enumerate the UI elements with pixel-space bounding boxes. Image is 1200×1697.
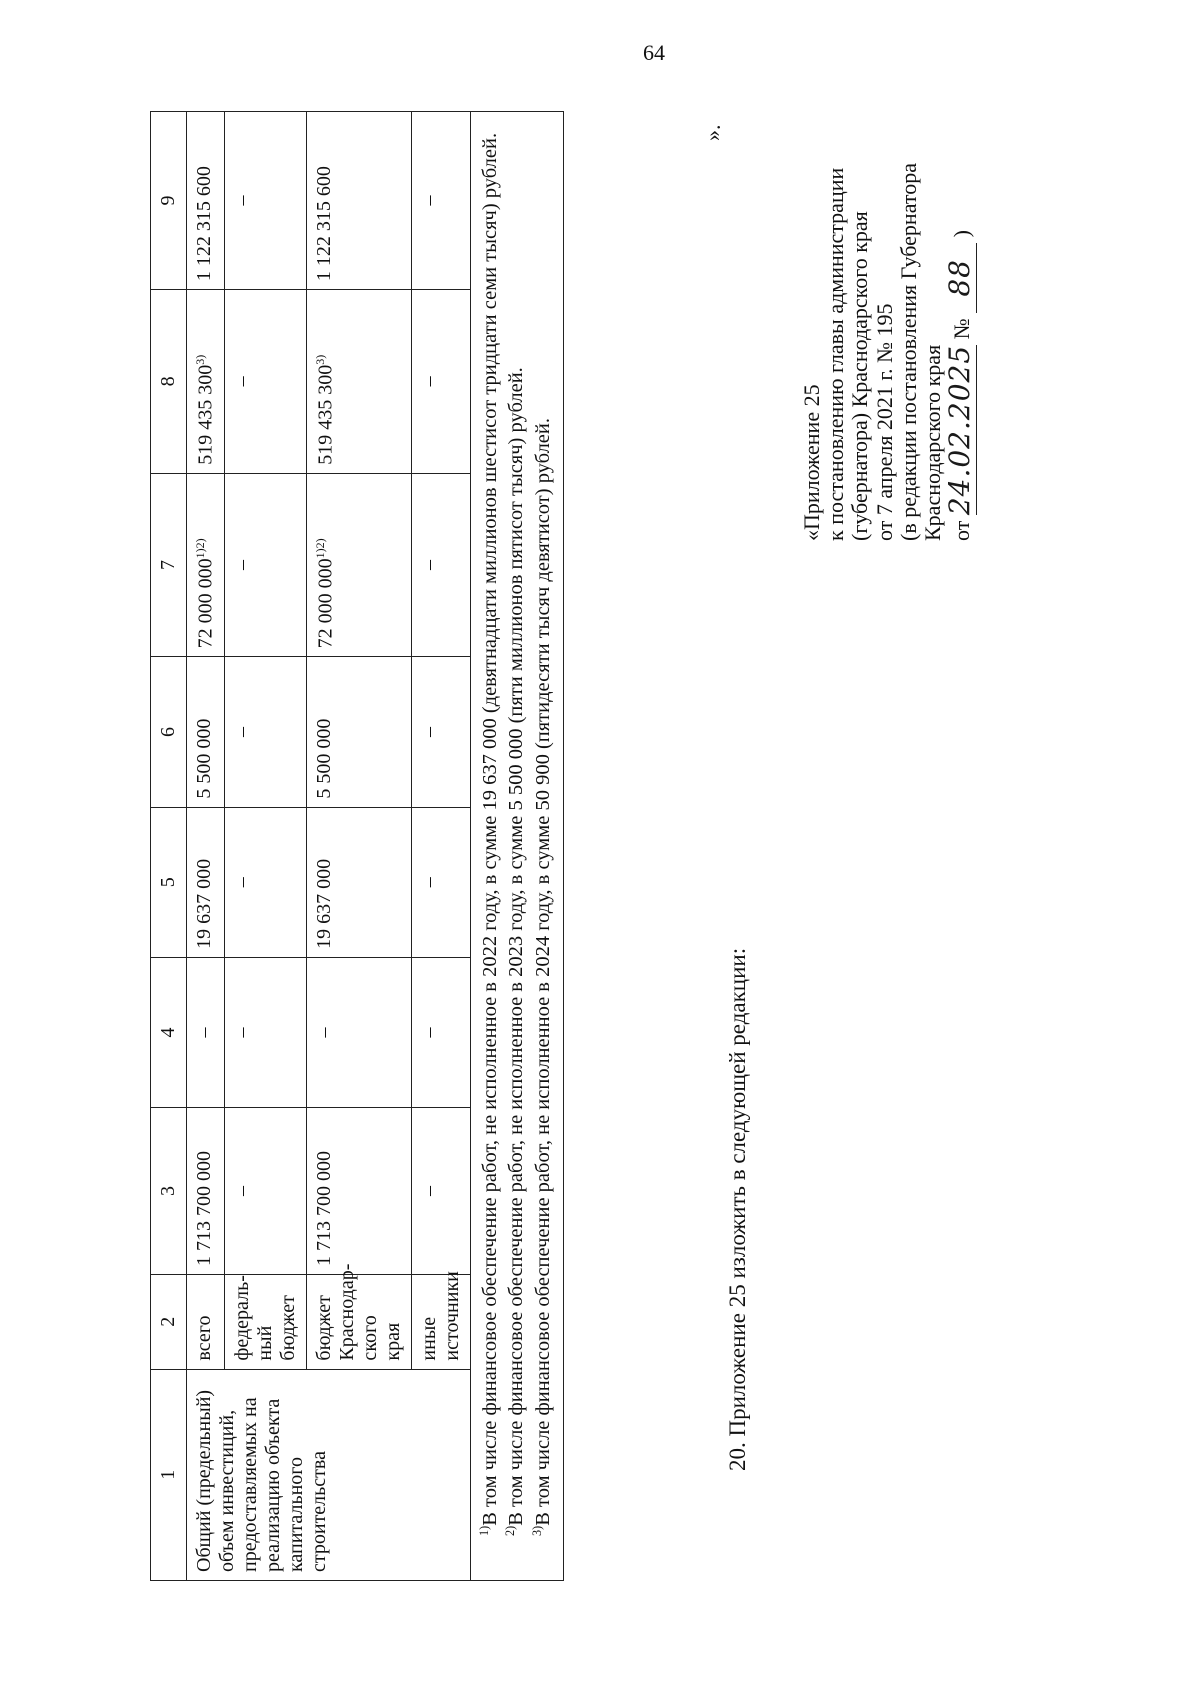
- table-header-row: [151, 112, 187, 1581]
- footnote-mark: 3): [530, 1525, 545, 1536]
- table-cell: 1 122 315 600: [306, 112, 411, 290]
- table-cell: –: [411, 1108, 470, 1275]
- number-label: №: [949, 318, 975, 340]
- table-cell: 1 713 700 000: [306, 1108, 411, 1275]
- funding-source: иные источники: [411, 1274, 470, 1369]
- column-header: 9: [151, 112, 187, 290]
- footnote: [503, 124, 530, 1568]
- table-cell: –: [306, 957, 411, 1107]
- funding-source: всего: [187, 1274, 225, 1369]
- table-cell: 1 713 700 000: [187, 1108, 225, 1275]
- funding-source: бюджет Краснодар-ского края: [306, 1274, 411, 1369]
- annex-line: (в редакции постановления Губернатора: [895, 163, 921, 541]
- table-cell: –: [224, 290, 306, 474]
- table-cell: [187, 473, 225, 657]
- annex-line: (губернатора) Краснодарского края: [847, 211, 873, 541]
- footnote-mark: 2): [503, 1525, 518, 1536]
- table-cell: –: [224, 807, 306, 957]
- annex-line: Краснодарского края: [919, 344, 945, 541]
- instruction-text: 20. Приложение 25 изложить в следующей редакции:: [725, 947, 750, 1471]
- table-cell: –: [411, 957, 470, 1107]
- annex-date-line: [945, 101, 977, 541]
- column-header: 4: [151, 957, 187, 1107]
- row-title: Общий (предельный) объем инвестиций, предоставляемых на реализацию объекта капитального строительства: [187, 1369, 471, 1580]
- table-cell: [306, 290, 411, 474]
- table-cell: –: [224, 957, 306, 1107]
- table-cell: –: [411, 290, 470, 474]
- table-row: [306, 112, 411, 1581]
- table-cell: –: [224, 473, 306, 657]
- table-cell: 19 637 000: [306, 807, 411, 957]
- handwritten-number: 88: [943, 259, 977, 297]
- footnotes-row: [470, 112, 563, 1581]
- footnote-text: В том числе финансовое обеспечение работ, не исполненное в 2023 году, в сумме 5 500 000 (пяти миллионов пятисот тысяч) рублей.: [505, 367, 528, 1526]
- column-header: 5: [151, 807, 187, 957]
- table-row: [187, 112, 225, 1581]
- table-row: [411, 112, 470, 1581]
- footnote-text: В том числе финансовое обеспечение работ, не исполненное в 2022 году, в сумме 19 637 000 (девятнадцати миллионов шестисот тридцати семи тысяч) рублей.: [478, 132, 501, 1526]
- table-row: [224, 112, 306, 1581]
- column-header: 8: [151, 290, 187, 474]
- footnote-ref: 1)2): [193, 538, 207, 559]
- footnote-text: В том числе финансовое обеспечение работ, не исполненное в 2024 году, в сумме 50 900 (пятидесяти тысяч девятисот) рублей.: [531, 417, 554, 1526]
- footnote-ref: 3): [193, 354, 207, 365]
- table-cell: –: [224, 657, 306, 807]
- footnote: [477, 124, 504, 1568]
- footnote-mark: 1): [476, 1525, 491, 1536]
- column-header: 2: [151, 1274, 187, 1369]
- column-header: 6: [151, 657, 187, 807]
- table-cell: –: [187, 957, 225, 1107]
- table-cell: –: [224, 1108, 306, 1275]
- close-paren: ): [949, 230, 975, 238]
- annex-header: [800, 101, 977, 541]
- footnote: [530, 124, 557, 1568]
- cell-value: 5 500 000: [193, 718, 215, 799]
- table-cell: 19 637 000: [187, 807, 225, 957]
- column-header: 1: [151, 1369, 187, 1580]
- closing-quote: ».: [700, 124, 725, 141]
- page-number: 64: [643, 40, 665, 65]
- funding-source: федераль-ный бюджет: [224, 1274, 306, 1369]
- rotated-page-content: [150, 81, 1050, 1601]
- column-header: 3: [151, 1108, 187, 1275]
- table-cell: –: [411, 473, 470, 657]
- footnotes: [470, 112, 563, 1581]
- annex-line: от 7 апреля 2021 г. № 195: [871, 303, 897, 541]
- investment-table: [150, 111, 564, 1581]
- table-cell: 5 500 000: [306, 657, 411, 807]
- table-cell: –: [224, 112, 306, 290]
- cell-value: 72 000 000: [314, 558, 337, 649]
- date-label: от: [949, 520, 975, 541]
- table-cell: [306, 473, 411, 657]
- table-cell: –: [411, 657, 470, 807]
- annex-line: «Приложение 25: [799, 384, 824, 541]
- annex-line: к постановлению главы администрации: [823, 167, 849, 541]
- table-cell: 1 122 315 600: [187, 112, 225, 290]
- cell-value: 519 435 300: [194, 364, 217, 465]
- cell-value: 519 435 300: [314, 364, 337, 465]
- table-cell: –: [411, 112, 470, 290]
- cell-value: 72 000 000: [194, 558, 217, 649]
- handwritten-date: 24.02.2025: [943, 344, 977, 516]
- table-cell: –: [411, 807, 470, 957]
- date-field: [945, 345, 977, 515]
- footnote-ref: 1)2): [312, 538, 327, 559]
- table-cell: [187, 290, 225, 474]
- table-cell: [187, 657, 225, 807]
- column-header: 7: [151, 473, 187, 657]
- footnote-ref: 3): [312, 354, 327, 365]
- number-field: [945, 243, 977, 313]
